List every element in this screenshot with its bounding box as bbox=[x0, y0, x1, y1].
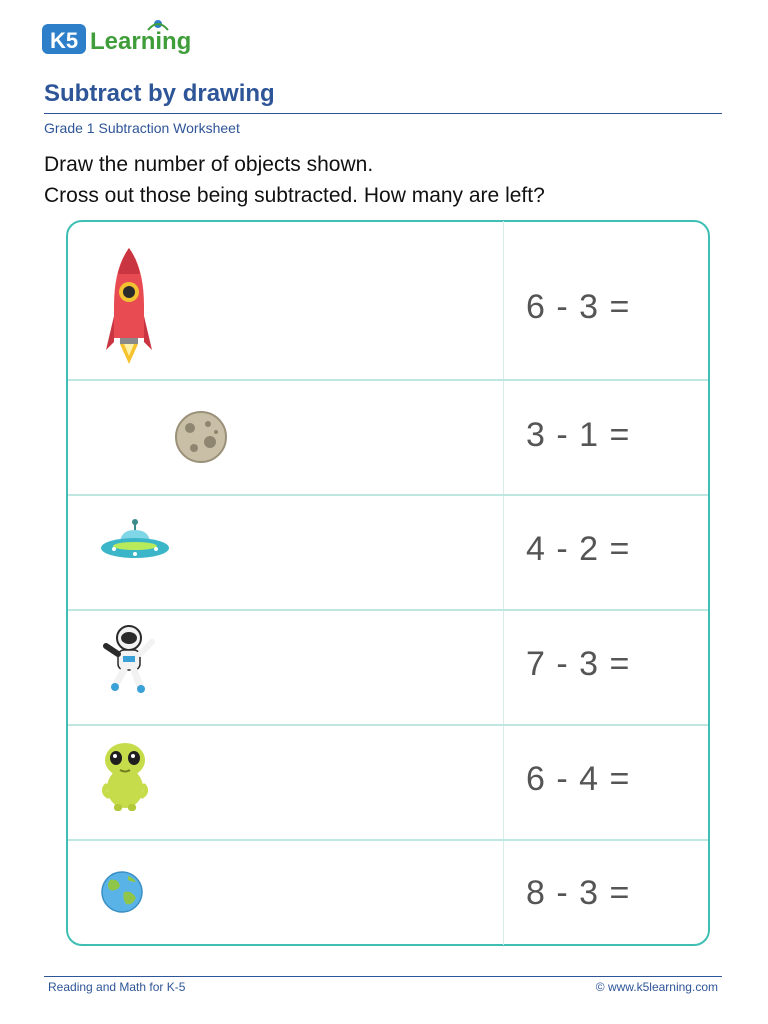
row-divider bbox=[68, 609, 708, 611]
footer-divider bbox=[44, 976, 722, 977]
row-divider bbox=[68, 839, 708, 841]
row-divider bbox=[68, 379, 708, 381]
rocket-icon bbox=[106, 246, 152, 366]
instruction-line-1: Draw the number of objects shown. bbox=[44, 153, 374, 176]
footer-tagline: Reading and Math for K-5 bbox=[48, 980, 186, 994]
earth-icon bbox=[100, 870, 144, 914]
svg-text:K5: K5 bbox=[49, 28, 79, 53]
equation-text: 6 - 3 = bbox=[526, 288, 631, 326]
footer-website: © www.k5learning.com bbox=[595, 980, 718, 994]
equation-text: 8 - 3 = bbox=[526, 874, 631, 912]
page-subtitle: Grade 1 Subtraction Worksheet bbox=[44, 120, 240, 136]
instruction-line-2: Cross out those being subtracted. How many are left? bbox=[44, 184, 545, 207]
column-divider bbox=[503, 221, 504, 945]
row-divider bbox=[68, 724, 708, 726]
row-divider bbox=[68, 494, 708, 496]
equation-text: 4 - 2 = bbox=[526, 530, 631, 568]
equation-text: 3 - 1 = bbox=[526, 416, 631, 454]
page-title: Subtract by drawing bbox=[44, 80, 275, 107]
k5-learning-logo bbox=[42, 18, 212, 60]
header-divider bbox=[44, 113, 722, 114]
moon-icon bbox=[174, 410, 228, 464]
astronaut-icon bbox=[102, 624, 156, 694]
ufo-icon bbox=[100, 518, 170, 566]
equation-text: 7 - 3 = bbox=[526, 645, 631, 683]
worksheet-table bbox=[66, 220, 710, 946]
alien-icon bbox=[100, 740, 150, 812]
svg-text:Learning: Learning bbox=[90, 28, 192, 55]
equation-text: 6 - 4 = bbox=[526, 760, 631, 798]
